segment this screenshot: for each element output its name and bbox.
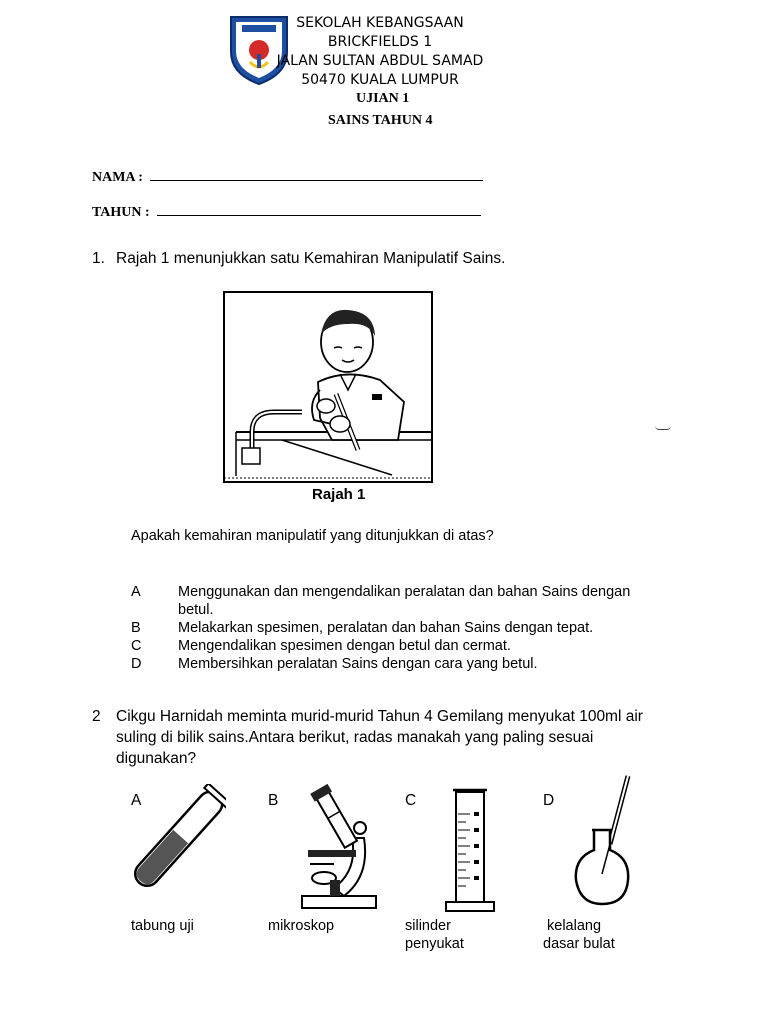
q2-number: 2 [92, 708, 101, 725]
q1-prompt: Apakah kemahiran manipulatif yang ditunjukkan di atas? [131, 528, 494, 544]
address-line2: 50470 KUALA LUMPUR [301, 72, 459, 88]
option-text-line1: Menggunakan dan mengendalikan peralatan dan bahan Sains dengan [178, 584, 631, 600]
subject-title: SAINS TAHUN 4 [328, 113, 433, 128]
q2-choice-letter-a: A [131, 792, 142, 809]
option-letter: B [131, 620, 141, 636]
year-label: TAHUN : [92, 205, 150, 220]
name-blank-line [150, 168, 483, 181]
q2-caption-c-line2: penyukat [405, 936, 464, 952]
name-field [92, 168, 483, 186]
year-blank-line [157, 203, 481, 216]
q2-caption-c-line1: silinder [405, 918, 451, 934]
school-name-line1: SEKOLAH KEBANGSAAN [296, 15, 464, 31]
option-letter: D [131, 656, 142, 672]
option-letter: A [131, 584, 141, 600]
option-text: Melakarkan spesimen, peralatan dan bahan Sains dengan tepat. [178, 620, 594, 636]
q2-text-line2: suling di bilik sains.Antara berikut, radas manakah yang paling sesuai [116, 729, 594, 746]
option-text-line2: betul. [178, 601, 214, 618]
year-field [92, 203, 481, 221]
test-tube-icon [122, 784, 226, 904]
option-text: Mengendalikan spesimen dengan betul dan cermat. [178, 638, 511, 654]
measuring-cylinder-icon [440, 786, 500, 916]
exam-title: UJIAN 1 [356, 91, 410, 106]
school-name-line2: BRICKFIELDS 1 [327, 34, 433, 50]
q2-caption-d-line1: kelalang [547, 918, 602, 934]
q2-text-line3: digunakan? [116, 750, 197, 767]
scan-mark [655, 426, 671, 430]
q2-caption-b: mikroskop [268, 918, 335, 934]
q2-caption-a: tabung uji [131, 918, 194, 934]
q2-choice-letter-c: C [405, 792, 417, 809]
figure1-caption: Rajah 1 [312, 486, 366, 503]
option-text: Membersihkan peralatan Sains dengan cara yang betul. [178, 656, 538, 672]
q1-number: 1. [92, 250, 105, 267]
round-bottom-flask-icon [570, 774, 634, 910]
option-letter: C [131, 638, 142, 654]
address-line1: JALAN SULTAN ABDUL SAMAD [276, 53, 484, 69]
q2-choice-letter-d: D [543, 792, 555, 809]
q2-choice-letter-b: B [268, 792, 279, 809]
q2-text-line1: Cikgu Harnidah meminta murid-murid Tahun 4 Gemilang menyukat 100ml air [116, 708, 643, 725]
q1-text: Rajah 1 menunjukkan satu Kemahiran Manipulatif Sains. [116, 250, 506, 267]
q1-figure-washing-apparatus [222, 290, 434, 484]
q2-caption-d-line2: dasar bulat [543, 936, 615, 952]
microscope-icon [294, 784, 382, 912]
name-label: NAMA : [92, 170, 143, 185]
